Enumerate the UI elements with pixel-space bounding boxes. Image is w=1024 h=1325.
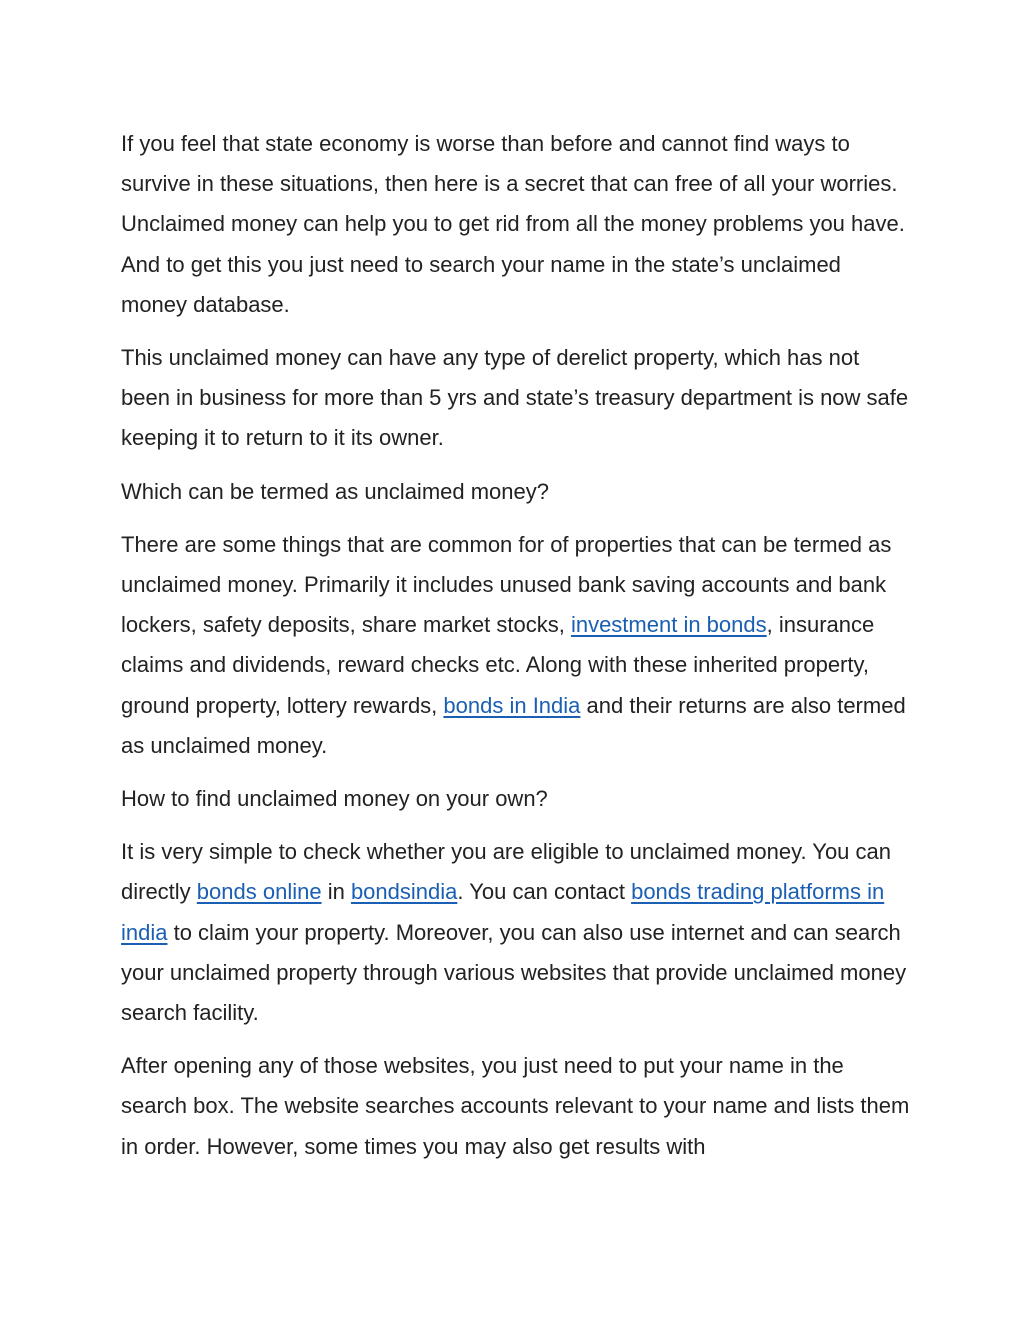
bondsindia-link[interactable]: bondsindia — [350, 879, 458, 905]
intro-paragraph: If you feel that state economy is worse than before and cannot find ways to survive in these situations, then here is a secret that can free of all your worries. Unclaimed money can help you to get rid from all the money problems you have. And to get this you just need to search your name in the state’s unclaimed money database. — [121, 131, 905, 317]
search-websites-paragraph: After opening any of those websites, you just need to put your name in the search box. The website searches accounts relevant to your name and lists them in order. However, some times you may also get results with — [121, 1053, 910, 1159]
paragraph-text: to claim your property. Moreover, you can also use internet and can search your unclaimed property through various websites that provide unclaimed money search facility. — [121, 919, 907, 1026]
section-heading-find-unclaimed-money: How to find unclaimed money on your own? — [121, 786, 548, 812]
paragraph-text: . You can contact — [457, 879, 632, 905]
unclaimed-money-types-paragraph — [121, 525, 911, 766]
derelict-property-paragraph: This unclaimed money can have any type of derelict property, which has not been in business for more than 5 yrs and state’s treasury department is now safe keeping it to return to it its owner. — [121, 345, 909, 451]
paragraph-text: It is very simple to check whether you are eligible to unclaimed money. You can directly — [121, 839, 891, 905]
paragraph-text: and their returns are also termed as unclaimed money. — [121, 692, 906, 758]
investment-in-bonds-link[interactable]: investment in bonds — [570, 612, 767, 638]
paragraph-text: There are some things that are common for of properties that can be termed as unclaimed money. Primarily it includes unused bank saving accounts and bank lockers, safety deposits, share market stocks, — [121, 531, 892, 638]
paragraph-text: in — [321, 879, 351, 905]
section-heading-unclaimed-money: Which can be termed as unclaimed money? — [121, 478, 549, 504]
bonds-in-india-link[interactable]: bonds in India — [443, 692, 581, 718]
find-money-paragraph — [121, 832, 911, 1033]
document-page — [121, 124, 911, 1180]
bonds-trading-platforms-link[interactable]: bonds trading platforms in india — [121, 879, 885, 945]
bonds-online-link[interactable]: bonds online — [196, 879, 322, 905]
paragraph-text: , insurance claims and dividends, reward checks etc. Along with these inherited property, ground property, lottery rewards, — [121, 612, 875, 718]
